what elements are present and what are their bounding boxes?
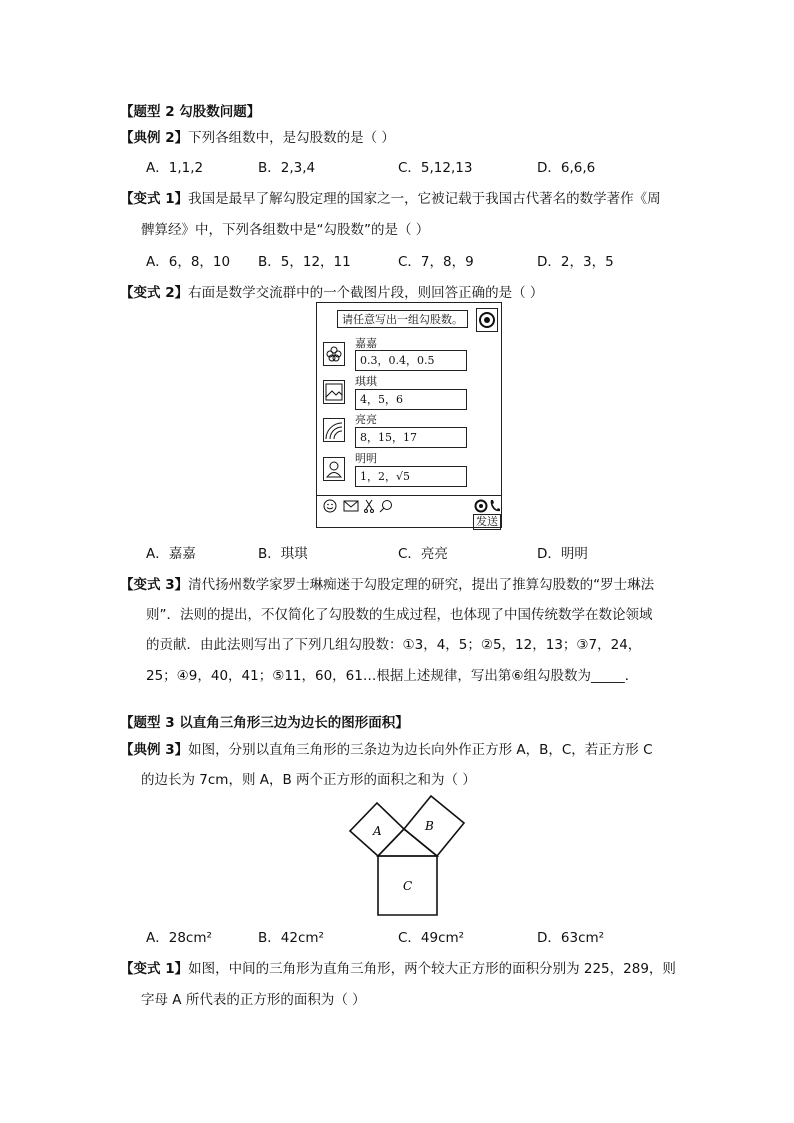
scissors-icon[interactable]	[363, 499, 375, 517]
variant3-line1	[120, 573, 654, 593]
variant2-question	[120, 281, 543, 301]
chat-name-4: 明明	[355, 452, 377, 465]
right-triangle	[378, 829, 437, 856]
example3-line2: 的边长为 7cm，则 A，B 两个正方形的面积之和为（ ）	[141, 772, 476, 788]
example3-option-b[interactable]: B．42cm²	[258, 930, 324, 946]
s3-variant1-line2: 字母 A 所代表的正方形的面积为（ ）	[141, 992, 366, 1008]
arc-avatar-icon	[323, 418, 345, 442]
example2-option-c[interactable]: C．5,12,13	[398, 160, 473, 176]
s3-variant1-line1	[120, 957, 676, 977]
search-icon[interactable]	[379, 499, 393, 517]
section3-title: 【题型 3 以直角三角形三边为边长的图形面积】	[120, 715, 409, 731]
variant1-option-d[interactable]: D．2，3，5	[537, 254, 614, 270]
chat-answer-2: 4，5，6	[355, 389, 467, 410]
example2-text: 下列各组数中，是勾股数的是（ ）	[188, 130, 395, 146]
variant1-option-b[interactable]: B．5，12，11	[258, 254, 351, 270]
s3-variant1-text1: 如图，中间的三角形为直角三角形，两个较大正方形的面积分别为 225，289，则	[188, 961, 676, 977]
chat-prompt-bubble: 请任意写出一组勾股数。	[337, 310, 468, 328]
chat-toolbar-divider	[317, 495, 501, 496]
example3-text1: 如图，分别以直角三角形的三条边为边长向外作正方形 A，B，C，若正方形 C	[188, 742, 653, 758]
variant1-line2: 髀算经》中，下列各组数中是“勾股数”的是（ ）	[141, 222, 430, 238]
label-c: C	[403, 879, 413, 893]
variant3-text1: 清代扬州数学家罗士琳痴迷于勾股定理的研究，提出了推算勾股数的“罗士琳法	[188, 577, 655, 593]
example3-label: 【典例 3】	[120, 742, 189, 758]
example2-option-d[interactable]: D．6,6,6	[537, 160, 596, 176]
chat-screenshot	[316, 302, 502, 528]
label-a: A	[373, 824, 382, 838]
chat-answer-3: 8，15，17	[355, 427, 467, 448]
chat-name-2: 琪琪	[355, 375, 377, 388]
example3-option-a[interactable]: A．28cm²	[146, 930, 212, 946]
section2-title: 【题型 2 勾股数问题】	[120, 104, 261, 120]
variant1-option-c[interactable]: C．7，8，9	[398, 254, 474, 270]
variant1-text1: 我国是最早了解勾股定理的国家之一，它被记载于我国古代著名的数学著作《周	[188, 191, 661, 207]
example2-option-a[interactable]: A．1,1,2	[146, 160, 204, 176]
example3-option-d[interactable]: D．63cm²	[537, 930, 605, 946]
variant1-line1	[120, 187, 661, 207]
send-button[interactable]: 发送	[473, 514, 501, 530]
variant2-label: 【变式 2】	[120, 285, 189, 301]
variant2-option-b[interactable]: B．琪琪	[258, 546, 308, 562]
mail-icon[interactable]	[343, 500, 359, 516]
chat-name-3: 亮亮	[355, 413, 377, 426]
variant3-label: 【变式 3】	[120, 577, 189, 593]
flower-avatar-icon	[323, 342, 345, 366]
variant2-text: 右面是数学交流群中的一个截图片段，则回答正确的是（ ）	[188, 285, 544, 301]
chat-name-1: 嘉嘉	[355, 337, 377, 350]
s3-variant1-label: 【变式 1】	[120, 961, 189, 977]
variant3-line3: 的贡献．由此法则写出了下列几组勾股数：①3，4，5；②5，12，13；③7，24，	[146, 637, 642, 653]
smile-icon[interactable]	[323, 499, 337, 517]
chat-answer-1: 0.3，0.4，0.5	[355, 350, 467, 371]
image-avatar-icon	[323, 380, 345, 404]
chat-answer-4: 1，2，√5	[355, 466, 467, 487]
variant1-option-a[interactable]: A．6，8，10	[146, 254, 231, 270]
variant3-line2: 则”．法则的提出，不仅简化了勾股数的生成过程，也体现了中国传统数学在数论领域	[146, 607, 653, 623]
example2-option-b[interactable]: B．2,3,4	[258, 160, 316, 176]
label-b: B	[425, 819, 434, 833]
square-b	[404, 796, 464, 856]
variant1-label: 【变式 1】	[120, 191, 189, 207]
variant2-option-d[interactable]: D．明明	[537, 546, 588, 562]
example3-option-c[interactable]: C．49cm²	[398, 930, 465, 946]
example3-line1	[120, 738, 653, 758]
example2-label: 【典例 2】	[120, 130, 189, 146]
variant2-option-a[interactable]: A．嘉嘉	[146, 546, 196, 562]
record-icon[interactable]	[476, 308, 498, 332]
variant3-line4: 25；④9，40，41；⑤11，60，61…根据上述规律，写出第⑥组勾股数为_____．	[146, 668, 639, 684]
pythagoras-squares-figure	[340, 788, 480, 920]
example2-question	[120, 126, 395, 146]
variant2-option-c[interactable]: C．亮亮	[398, 546, 448, 562]
person-avatar-icon	[323, 457, 345, 481]
